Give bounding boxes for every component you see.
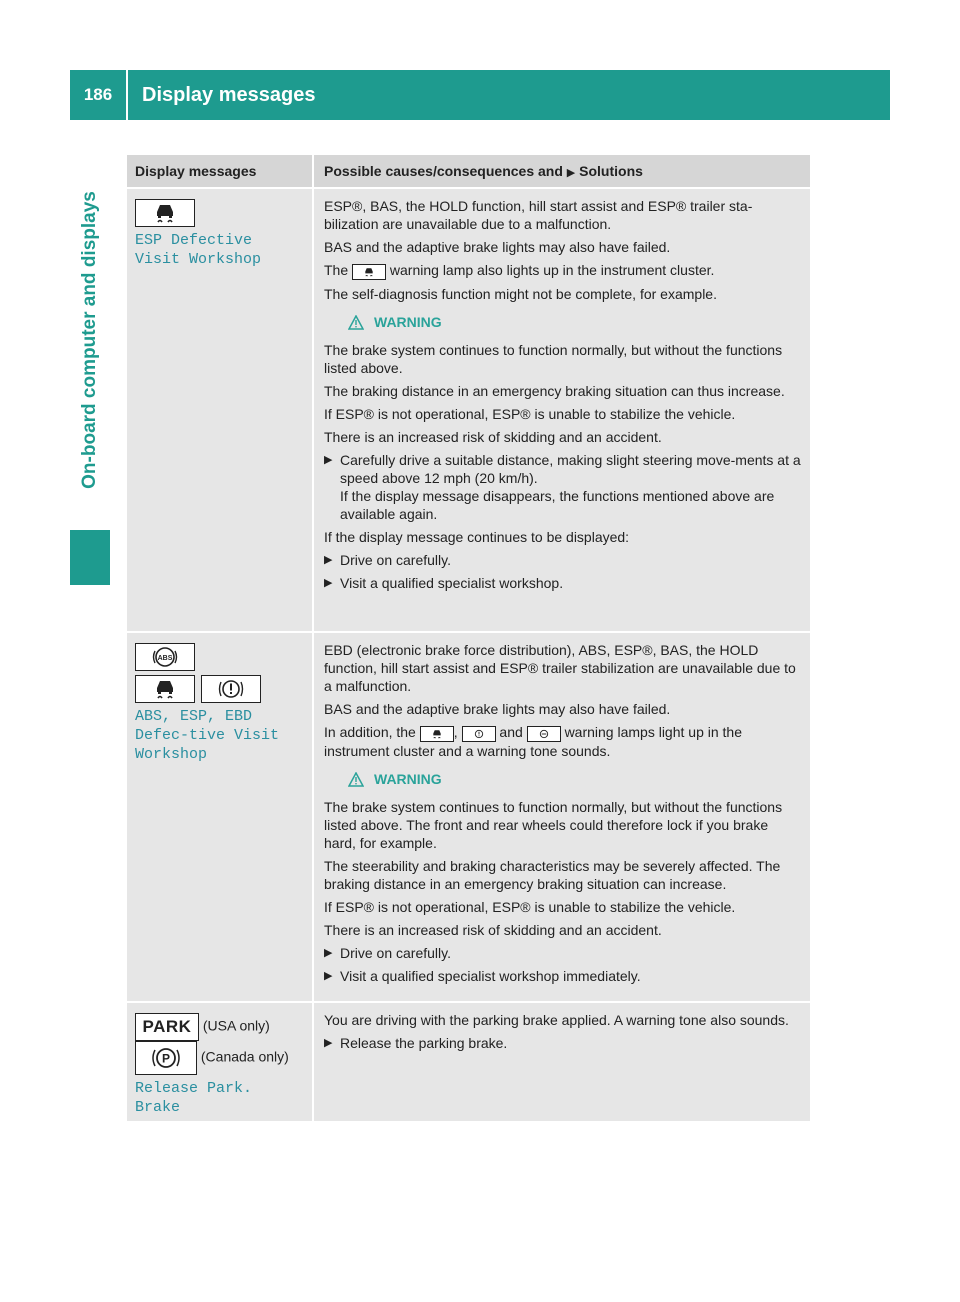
chapter-marker (70, 530, 110, 585)
instruction-step: ▶ Release the parking brake. (324, 1035, 508, 1051)
table-row (127, 189, 810, 633)
esp-icon (135, 675, 195, 703)
display-messages-table (127, 155, 810, 1123)
warning-heading: WARNING (348, 770, 802, 788)
page-title: Display messages (142, 84, 316, 106)
display-message-text: Release Park. Brake (135, 1080, 253, 1116)
display-message-text: ABS, ESP, EBD Defec-tive Visit Workshop (135, 708, 280, 763)
esp-icon (352, 264, 386, 280)
warning-triangle-icon (348, 772, 364, 787)
page-number: 186 (83, 85, 113, 104)
arrow-icon: ▶ (324, 1037, 333, 1049)
message-cell (127, 633, 314, 1001)
instruction-step: ▶ Drive on carefully. (324, 945, 452, 961)
chapter-side-tab (70, 150, 110, 530)
svg-text:ABS: ABS (157, 655, 173, 662)
display-message-text: ESP Defective Visit Workshop (135, 232, 262, 268)
instruction-step: ▶ Visit a qualified specialist workshop immediately. (324, 968, 641, 984)
message-cell (127, 189, 314, 631)
warning-triangle-icon (348, 315, 364, 330)
column-header-messages: Display messages (127, 155, 314, 187)
warning-heading: WARNING (348, 313, 802, 331)
table-header-row (127, 155, 810, 189)
table-row (127, 633, 810, 1003)
instruction-step: ▶ Visit a qualified specialist workshop. (324, 575, 564, 591)
brake-warning-icon (201, 675, 261, 703)
abs-icon (135, 643, 195, 671)
brake-warning-icon (462, 726, 496, 742)
causes-cell: EBD (electronic brake force distribution), ABS, ESP®, BAS, the HOLD function, hill start assist and ESP® trailer stabilization are unavailable due to a malfunction. BAS and the adaptive brake lights may also have failed. In addition, the , and warning lamps light up in the instrument cluster and a warning tone sounds. WARNING The brake system continues to function normally, but without the functions listed above. The front and rear wheels could therefore lock if you brake hard, for example. The steerability and braking characteristics may be severely affected. The braking distance in an emergency braking situation can increase. If ESP® is not operational, ESP® is unable to stabilize the vehicle. There is an increased risk of skidding and an accident. ▶ Drive on carefully. ▶ Visit a qualified specialist workshop immediately. (314, 633, 810, 1001)
instruction-step: ▶ Drive on carefully. (324, 552, 452, 568)
header-divider (126, 70, 128, 120)
canada-note: (Canada only) (200, 1048, 289, 1065)
instruction-step: ▶ Carefully drive a suitable distance, making slight steering move-ments at a speed above 12 mph (20 km/h). If the display message disappears, the functions mentioned above are available again. (324, 452, 801, 522)
page-header (70, 70, 890, 120)
arrow-icon: ▶ (324, 947, 333, 959)
arrow-icon: ▶ (324, 454, 333, 466)
arrow-icon: ▶ (324, 970, 333, 982)
svg-text:P: P (161, 1051, 171, 1066)
message-cell (127, 1003, 314, 1121)
park-icon: PARK (135, 1013, 199, 1041)
chapter-title: On-board computer and displays (79, 191, 100, 489)
column-header-causes: Possible causes/consequences and ▶ Solutions (324, 163, 643, 179)
arrow-icon: ▶ (566, 167, 576, 179)
arrow-icon: ▶ (324, 577, 333, 589)
esp-icon (420, 726, 454, 742)
causes-cell: You are driving with the parking brake applied. A warning tone also sounds. ▶ Release the parking brake. (314, 1003, 810, 1121)
causes-cell: ESP®, BAS, the HOLD function, hill start assist and ESP® trailer sta-bilization are unavailable due to a malfunction. BAS and the adaptive brake lights may also have failed. The warning lamp also lights up in the instrument cluster. The self-diagnosis function might not be complete, for example. WARNING The brake system continues to function normally, but without the functions listed above. The braking distance in an emergency braking situation can thus increase. If ESP® is not operational, ESP® is unable to stabilize the vehicle. There is an increased risk of skidding and an accident. ▶ Carefully drive a suitable distance, making slight steering move-ments at a speed above 12 mph (20 km/h). If the display message disappears, the functions mentioned above are available again. If the display message continues to be displayed: ▶ Drive on carefully. ▶ Visit a qualified specialist workshop. (324, 198, 801, 591)
usa-note: (USA only) (202, 1017, 270, 1034)
arrow-icon: ▶ (324, 554, 333, 566)
esp-icon (135, 199, 195, 227)
abs-icon (527, 726, 561, 742)
table-row (127, 1003, 810, 1123)
parking-brake-icon (135, 1041, 197, 1075)
